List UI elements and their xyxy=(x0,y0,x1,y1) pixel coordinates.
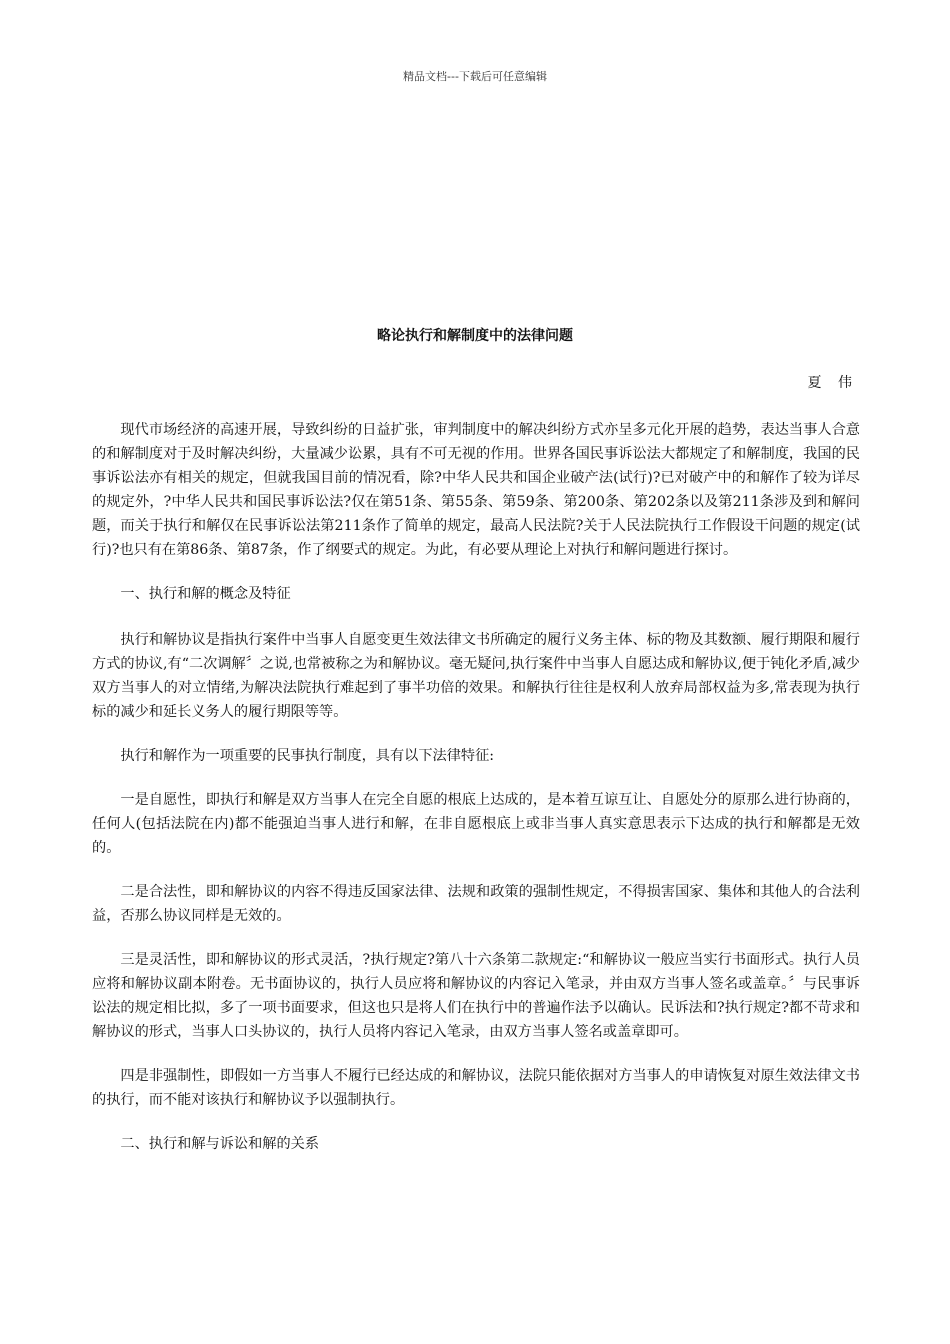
section-heading-1: 一、执行和解的概念及特征 xyxy=(120,586,291,602)
header-note: 精品文档---下载后可任意编辑 xyxy=(403,70,547,83)
document-body xyxy=(92,418,860,1178)
document-title: 略论执行和解制度中的法律问题 xyxy=(377,328,573,344)
author-name: 夏 伟 xyxy=(807,375,858,391)
body-paragraph: 执行和解协议是指执行案件中当事人自愿变更生效法律文书所确定的履行义务主体、标的物及其数额、履行期限和履行方式的协议,有“二次调解〞之说,也常被称之为和解协议。毫无疑问,执行案件中当事人自愿达成和解协议,便于钝化矛盾,减少双方当事人的对立情绪,为解决法院执行难起到了事半功倍的效果。和解执行往往是权利人放弃局部权益为多,常表现为执行标的减少和延长义务人的履行期限等等。 xyxy=(92,632,860,720)
body-paragraph: 一是自愿性，即执行和解是双方当事人在完全自愿的根底上达成的，是本着互谅互让、自愿处分的原那么进行协商的，任何人(包括法院在内)都不能强迫当事人进行和解，在非自愿根底上或非当事人真实意思表示下达成的执行和解都是无效的。 xyxy=(92,792,860,856)
body-paragraph: 三是灵活性，即和解协议的形式灵活，?执行规定?第八十六条第二款规定:“和解协议一般应当实行书面形式。执行人员应将和解协议副本附卷。无书面协议的，执行人员应将和解协议的内容记入笔录，并由双方当事人签名或盖章。〞与民事诉讼法的规定相比拟，多了一项书面要求，但这也只是将人们在执行中的普遍作法予以确认。民诉法和?执行规定?都不苛求和解协议的形式，当事人口头协议的，执行人员将内容记入笔录，由双方当事人签名或盖章即可。 xyxy=(92,952,860,1040)
intro-paragraph: 现代市场经济的高速开展，导致纠纷的日益扩张，审判制度中的解决纠纷方式亦呈多元化开展的趋势，表达当事人合意的和解制度对于及时解决纠纷，大量减少讼累，具有不可无视的作用。世界各国民事诉讼法大都规定了和解制度，我国的民事诉讼法亦有相关的规定，但就我国目前的情况看，除?中华人民共和国企业破产法(试行)?已对破产中的和解作了较为详尽的规定外，?中华人民共和国民事诉讼法?仅在第51条、第55条、第59条、第200条、第202条以及第211条涉及到和解问题，而关于执行和解仅在民事诉讼法第211条作了简单的规定，最高人民法院?关于人民法院执行工作假设干问题的规定(试行)?也只有在第86条、第87条，作了纲要式的规定。为此，有必要从理论上对执行和解问题进行探讨。 xyxy=(92,422,860,558)
section-heading-2: 二、执行和解与诉讼和解的关系 xyxy=(120,1136,320,1152)
body-paragraph: 二是合法性，即和解协议的内容不得违反国家法律、法规和政策的强制性规定，不得损害国家、集体和其他人的合法利益，否那么协议同样是无效的。 xyxy=(92,884,860,924)
body-paragraph: 四是非强制性，即假如一方当事人不履行已经达成的和解协议，法院只能依据对方当事人的申请恢复对原生效法律文书的执行，而不能对该执行和解协议予以强制执行。 xyxy=(92,1068,860,1108)
body-paragraph: 执行和解作为一项重要的民事执行制度，具有以下法律特征: xyxy=(120,748,495,764)
